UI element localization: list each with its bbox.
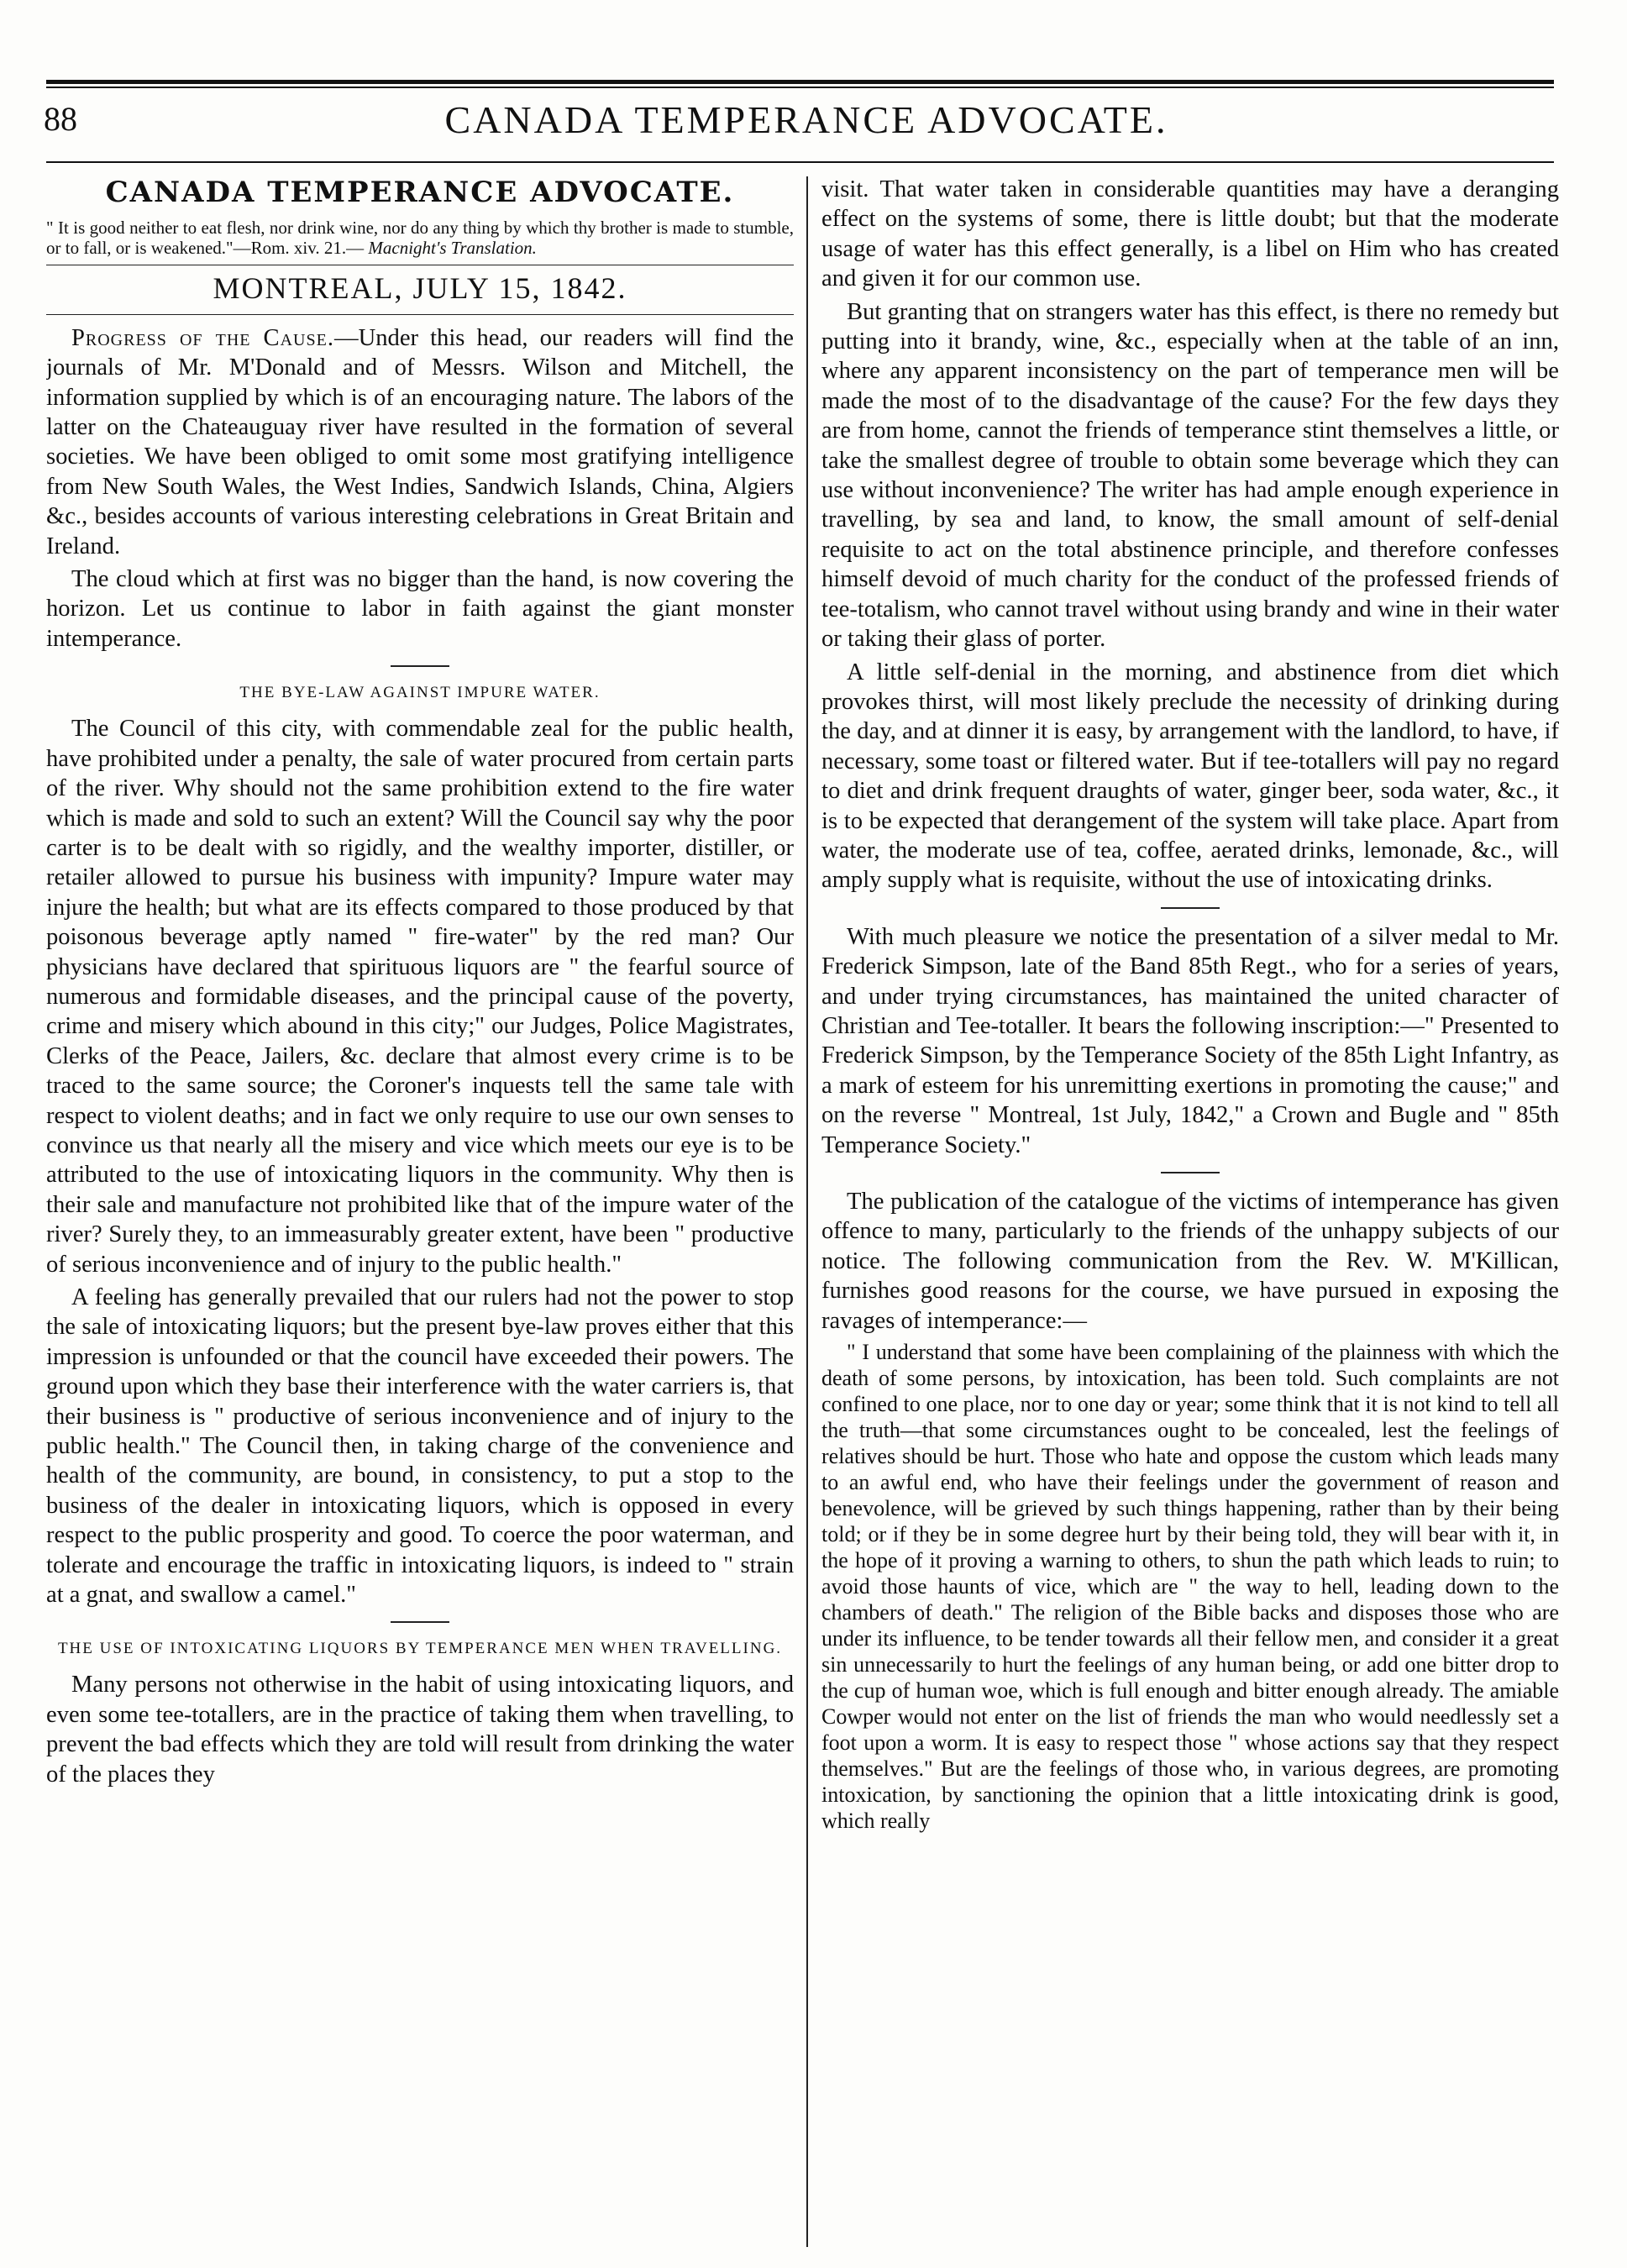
travel-continuation: visit. That water taken in considerable quantities may have a deranging effect on the systems of some, there is little doubt; but that the moderate usage of water has this effect generally, is a libel on Him who has created and given it for our common use. [821, 176, 1559, 292]
running-title: CANADA TEMPERANCE ADVOCATE. [444, 98, 1168, 141]
section-dash [391, 665, 449, 667]
byelaw-paragraph-1: The Council of this city, with commendable zeal for the public health, have prohibited under a penalty, the sale of water procured from certain parts of the river. Why should not the same prohibition extend to the fire water which is made and sold to such an extent? Will the Council say why the poor carter is to be dealt with so rigidly, and the wealthy importer, distiller, or retailer allowed to pursue his business with impunity? Impure water may injure the health; but what are its effects compared to those produced by that poisonous beverage aptly named " fire-water" by the red man? Our physicians have declared that spirituous liquors are " the fearful source of numerous and formidable diseases, and the principal cause of the poverty, crime and misery which abound in this city;" our Judges, Police Magistrates, Clerks of the Peace, Jailers, &c. declare that almost every crime is to be traced to the same source; the Coroner's inquests tell the same tale with respect to violent deaths; and in fact we only require to use our own senses to convince us that nearly all the misery and vice which meets our eye is to be attributed to the use of intoxicating liquors in the community. Why then is their sale and manufacture not prohibited like that of the impure water of the river? Surely they, to an immeasurably greater extent, have been " productive of serious inconvenience and of injury to the public health." [46, 716, 794, 1278]
dateline-rule [46, 314, 794, 315]
catalogue-paragraph: The publication of the catalogue of the victims of intemperance has given offence to many, particularly to the friends of the unhappy subjects of our notice. The following communication from the Rev. W. M'Killican, furnishes good reasons for the course, we have pursued in exposing the ravages of intemperance:— [821, 1189, 1559, 1334]
header-rule [46, 161, 1554, 163]
travel-paragraph-3: A little self-denial in the morning, and abstinence from diet which provokes thirst, will most likely preclude the necessity of drinking during the day, and at dinner it is easy, by arrangement with the landlord, to have, if necessary, some toast or filtered water. But if tee-totallers will pay no regard to diet and drink frequent draughts of water, ginger beer, soda water, &c., it is to be expected that derangement of the system will take place. Apart from water, the moderate use of tea, coffee, aerated drinks, lemonade, &c., will amply supply what is requisite, without the use of intoxicating drinks. [821, 659, 1559, 894]
byelaw-paragraph-2: A feeling has generally prevailed that our rulers had not the power to stop the sale of intoxicating liquors; but the present bye-law proves either that this impression is unfounded or that the council have exceeded their powers. The ground upon which they base their interference with the water carriers is, that their business is " productive of serious inconvenience and of injury to the public health." The Council then, in taking charge of the convenience and health of the community, are bound, in consistency, to put a stop to the business of the dealer in intoxicating liquors, which is opposed in every respect to the public prosperity and good. To coerce the poor waterman, and tolerate and encourage the traffic in intoxicating liquors, is indeed to " strain at a gnat, and swallow a camel." [46, 1284, 794, 1609]
motto-text: " It is good neither to eat flesh, nor drink wine, nor do any thing by which thy brother is made to stumble, or to fall, or is weakened."—Rom. xiv. 21.— [46, 218, 794, 259]
travel-paragraph-2: But granting that on strangers water has this effect, is there no remedy but putting into it brandy, wine, &c., especially when at the table of an inn, where any apparent inconsistency on the part of temperance men will be made the most of to the disadvantage of the cause? For the few days they are from home, cannot the friends of temperance stint themselves a little, or take the smallest degree of trouble to obtain some beverage which they can use without inconvenience? The writer has had ample enough experience in travelling, by sea and land, to know, the small amount of self-denial requisite to act on the total abstinence principle, and therefore confesses himself devoid of much charity for the conduct of the professed friends of tee-totalism, who cannot travel without using brandy and wine in their water or taking their glass of porter. [821, 298, 1559, 653]
letter-paragraph: " I understand that some have been complaining of the plainness with which the death of some persons, by intoxication, has been told. Such complaints are not confined to one place, nor to one day or year; some think that it is not kind to tell all the truth—that some circumstances ought to be concealed, lest the feelings of relatives should be hurt. Those who hate and oppose the custom which leads many to an awful end, who have their feelings under the government of reason and benevolence, will be grieved by such things happening, rather than by their being told; or if they be in some degree hurt by their being told, they will bear with it, in the hope of it proving a warning to others, to shun the path which leads to ruin; to avoid those haunts of vice, which are " the way to hell, leading down to the chambers of death." The religion of the Bible backs and disposes those who are under its influence, to be tender towards all their fellow men, and consider it a great sin unnecessarily to hurt the feelings of any human being, or add one bitter drop to the cup of human woe, which is full enough and bitter enough already. The amiable Cowper would not enter on the list of friends the man who would needlessly set a foot upon a worm. It is easy to respect those " whose actions say that they respect themselves." But are the feelings of those who, in various degrees, are promoting intoxication, by sanctioning the opinion that a little intoxicating drink is good, which really [821, 1340, 1559, 1834]
top-rule-thick [46, 80, 1554, 84]
progress-text: —Under this head, our readers will find the journals of Mr. M'Donald and of Messrs. Wilson and Mitchell, the information supplied by which is of an encouraging nature. The labors of the latter on the Chateauguay river have resulted in the formation of several societies. We have been obliged to omit some most gratifying intelligence from New South Wales, the West Indies, Sandwich Islands, China, Algiers &c., besides accounts of various interesting celebrations in Great Britain and Ireland. [46, 324, 794, 559]
masthead: CANADA TEMPERANCE ADVOCATE. [105, 176, 735, 209]
travel-heading: THE USE OF INTOXICATING LIQUORS BY TEMPERANCE MEN WHEN TRAVELLING. [57, 1640, 783, 1658]
travel-paragraph-1: Many persons not otherwise in the habit of using intoxicating liquors, and even some tee-totallers, are in the practice of taking them when travelling, to prevent the bad effects which they are told will result from drinking the water of the places they [46, 1672, 794, 1788]
cloud-paragraph: The cloud which at first was no bigger than the hand, is now covering the horizon. Let us continue to labor in faith against the giant monster intemperance. [46, 566, 794, 652]
right-column [821, 175, 1559, 2250]
progress-paragraph [46, 323, 794, 561]
motto [46, 218, 794, 258]
progress-heading: Progress of the Cause. [71, 324, 334, 351]
section-dash [391, 1621, 449, 1623]
section-dash [1161, 1172, 1220, 1173]
byelaw-heading: THE BYE-LAW AGAINST IMPURE WATER. [239, 684, 601, 702]
motto-source: Macnight's Translation. [368, 238, 537, 259]
dateline: MONTREAL, JULY 15, 1842. [213, 271, 627, 306]
column-divider [806, 176, 808, 2247]
section-dash [1161, 907, 1220, 909]
left-column [46, 175, 794, 2250]
top-rule-thin [46, 87, 1554, 88]
medal-paragraph: With much pleasure we notice the presentation of a silver medal to Mr. Frederick Simpson, late of the Band 85th Regt., who for a series of years, and under trying circumstances, has maintained the united character of Christian and Tee-totaller. It bears the following inscription:—" Presented to Frederick Simpson, by the Temperance Society of the 85th Light Infantry, as a mark of esteem for his unremitting exertions in promoting the cause;" and on the reverse " Montreal, 1st July, 1842," a Crown and Bugle and " 85th Temperance Society." [821, 923, 1559, 1158]
page-number: 88 [44, 100, 77, 138]
